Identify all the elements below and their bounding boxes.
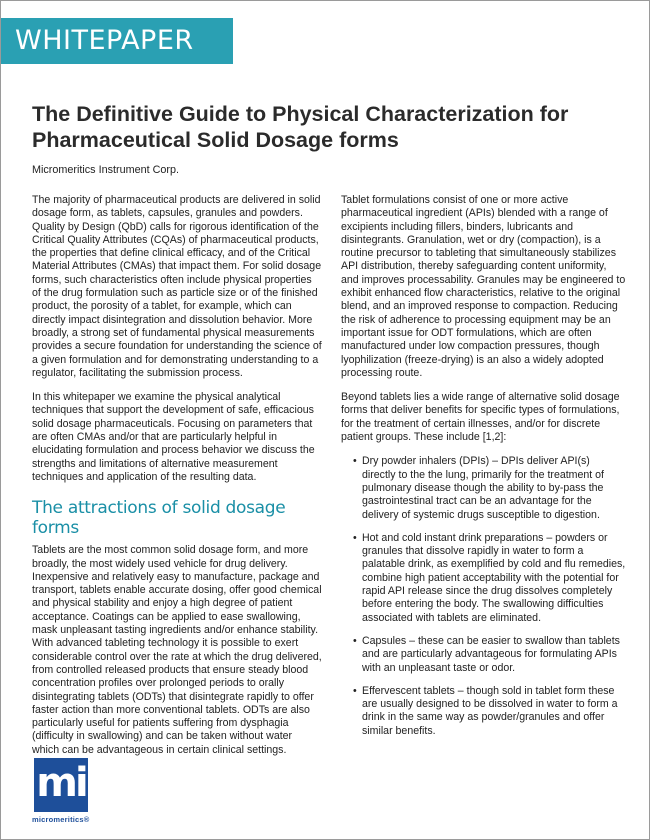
intro-paragraph: The majority of pharmaceutical products are delivered in solid dosage form, as tablets, capsules, granules and powders. Quality by Design (QbD) calls for rigorous identification of the Critical Quality Attributes (CQAs) of pharmaceutical products, the properties that define clinical efficacy, and of the Critical Material Attributes (CMAs) that impact them. For solid dosage forms, such characteristics often include physical properties of the drug formulation such as particle size or of the finished product, the porosity of a tablet, for example, which can directly impact disintegration and dissolution behavior. More broadly, a strong set of fundamental physical measurements provides a secure foundation for understanding the science of a given formulation and for demonstrating understanding to a regulator, facilitating the submission process. <box>32 194 322 379</box>
document-title: The Definitive Guide to Physical Characterization for Pharmaceutical Solid Dosage forms <box>32 102 569 152</box>
list-item: • Capsules – these can be easier to swallow than tablets and are particularly advantageous for formulating APIs with an unpleasant taste or odor. <box>353 635 626 675</box>
micromeritics-logo <box>32 758 94 824</box>
whitepaper-banner: WHITEPAPER <box>1 18 233 64</box>
right-column <box>341 194 626 748</box>
section-heading: The attractions of solid dosage forms <box>32 498 286 539</box>
tablet-formulations-paragraph: Tablet formulations consist of one or more active pharmaceutical ingredient (APIs) blended with a range of excipients including fillers, binders, lubricants and disintegrants. Granulation, wet or dry (compaction), is a routine precursor to tableting that simultaneously stabilizes API distribution, thereby safeguarding content uniformity, and improves processability. Granules may be engineered to exhibit enhanced flow characteristics, relative to the original blend, and an improved response to compaction. Reducing the risk of adherence to processing equipment may be an important issue for ODT formulations, which are often manufactured under low compaction pressures, though lyophilization (freeze-drying) is an also a widely adopted processing route. <box>341 194 626 379</box>
list-item: • Hot and cold instant drink preparations – powders or granules that dissolve rapidly in water to form a palatable drink, as exemplified by cold and flu remedies, combine high patient acceptability with the potential for rapid API release since the drug dissolves completely before entering the body. The swallowing difficulties associated with tablets are eliminated. <box>353 532 626 625</box>
section-paragraph: Tablets are the most common solid dosage form, and more broadly, the most widely used vehicle for drug delivery. Inexpensive and relatively easy to manufacture, package and transport, tablets enable accurate dosing, offer good chemical and physical stability and enjoy a high degree of patient acceptance. Coatings can be applied to ease swallowing, mask unpleasant tasting ingredients and/or enhance stability. With advanced tableting technology it is possible to exert considerable control over the rate at which the drug delivered, from controlled released products that ensure steady blood concentration profiles over prolonged periods to orally disintegrating tablets (ODTs) that disintegrate rapidly to offer faster action than more conventional tablets. ODTs are also particularly useful for patients suffering from dysphagia (difficulty in swallowing) and can be taken without water which can be advantageous in certain clinical settings. <box>32 544 322 756</box>
list-item: • Dry powder inhalers (DPIs) – DPIs deliver API(s) directly to the the lung, primarily for the treatment of pulmonary disease though the ability to by-pass the gastrointestinal tract can be an advantage for the delivery of systemic drugs susceptible to digestion. <box>353 455 626 521</box>
scope-paragraph: In this whitepaper we examine the physical analytical techniques that support the development of safe, efficacious solid dosage pharmaceuticals. Focusing on parameters that are often CMAs and/or that are particularly helpful in elucidating formulation and process behavior we discuss the strengths and limitations of alternative measurement techniques and application of the resulting data. <box>32 391 315 483</box>
left-column <box>32 194 322 768</box>
dosage-forms-list <box>341 455 626 738</box>
company-name: Micromeritics Instrument Corp. <box>32 164 179 176</box>
alternative-forms-paragraph: Beyond tablets lies a wide range of alternative solid dosage forms that deliver benefits for specific types of formulations, for the treatment of certain illnesses, and/or for discrete patient groups. These include [1,2]: <box>341 391 620 444</box>
logo-letters: mi <box>36 760 86 806</box>
list-item: • Effervescent tablets – though sold in tablet form these are usually designed to be dissolved in water to form a drink in the same way as powder/granules and offer similar benefits. <box>353 685 626 738</box>
logo-mark <box>34 758 88 812</box>
logo-wordmark: micromeritics® <box>32 815 90 824</box>
